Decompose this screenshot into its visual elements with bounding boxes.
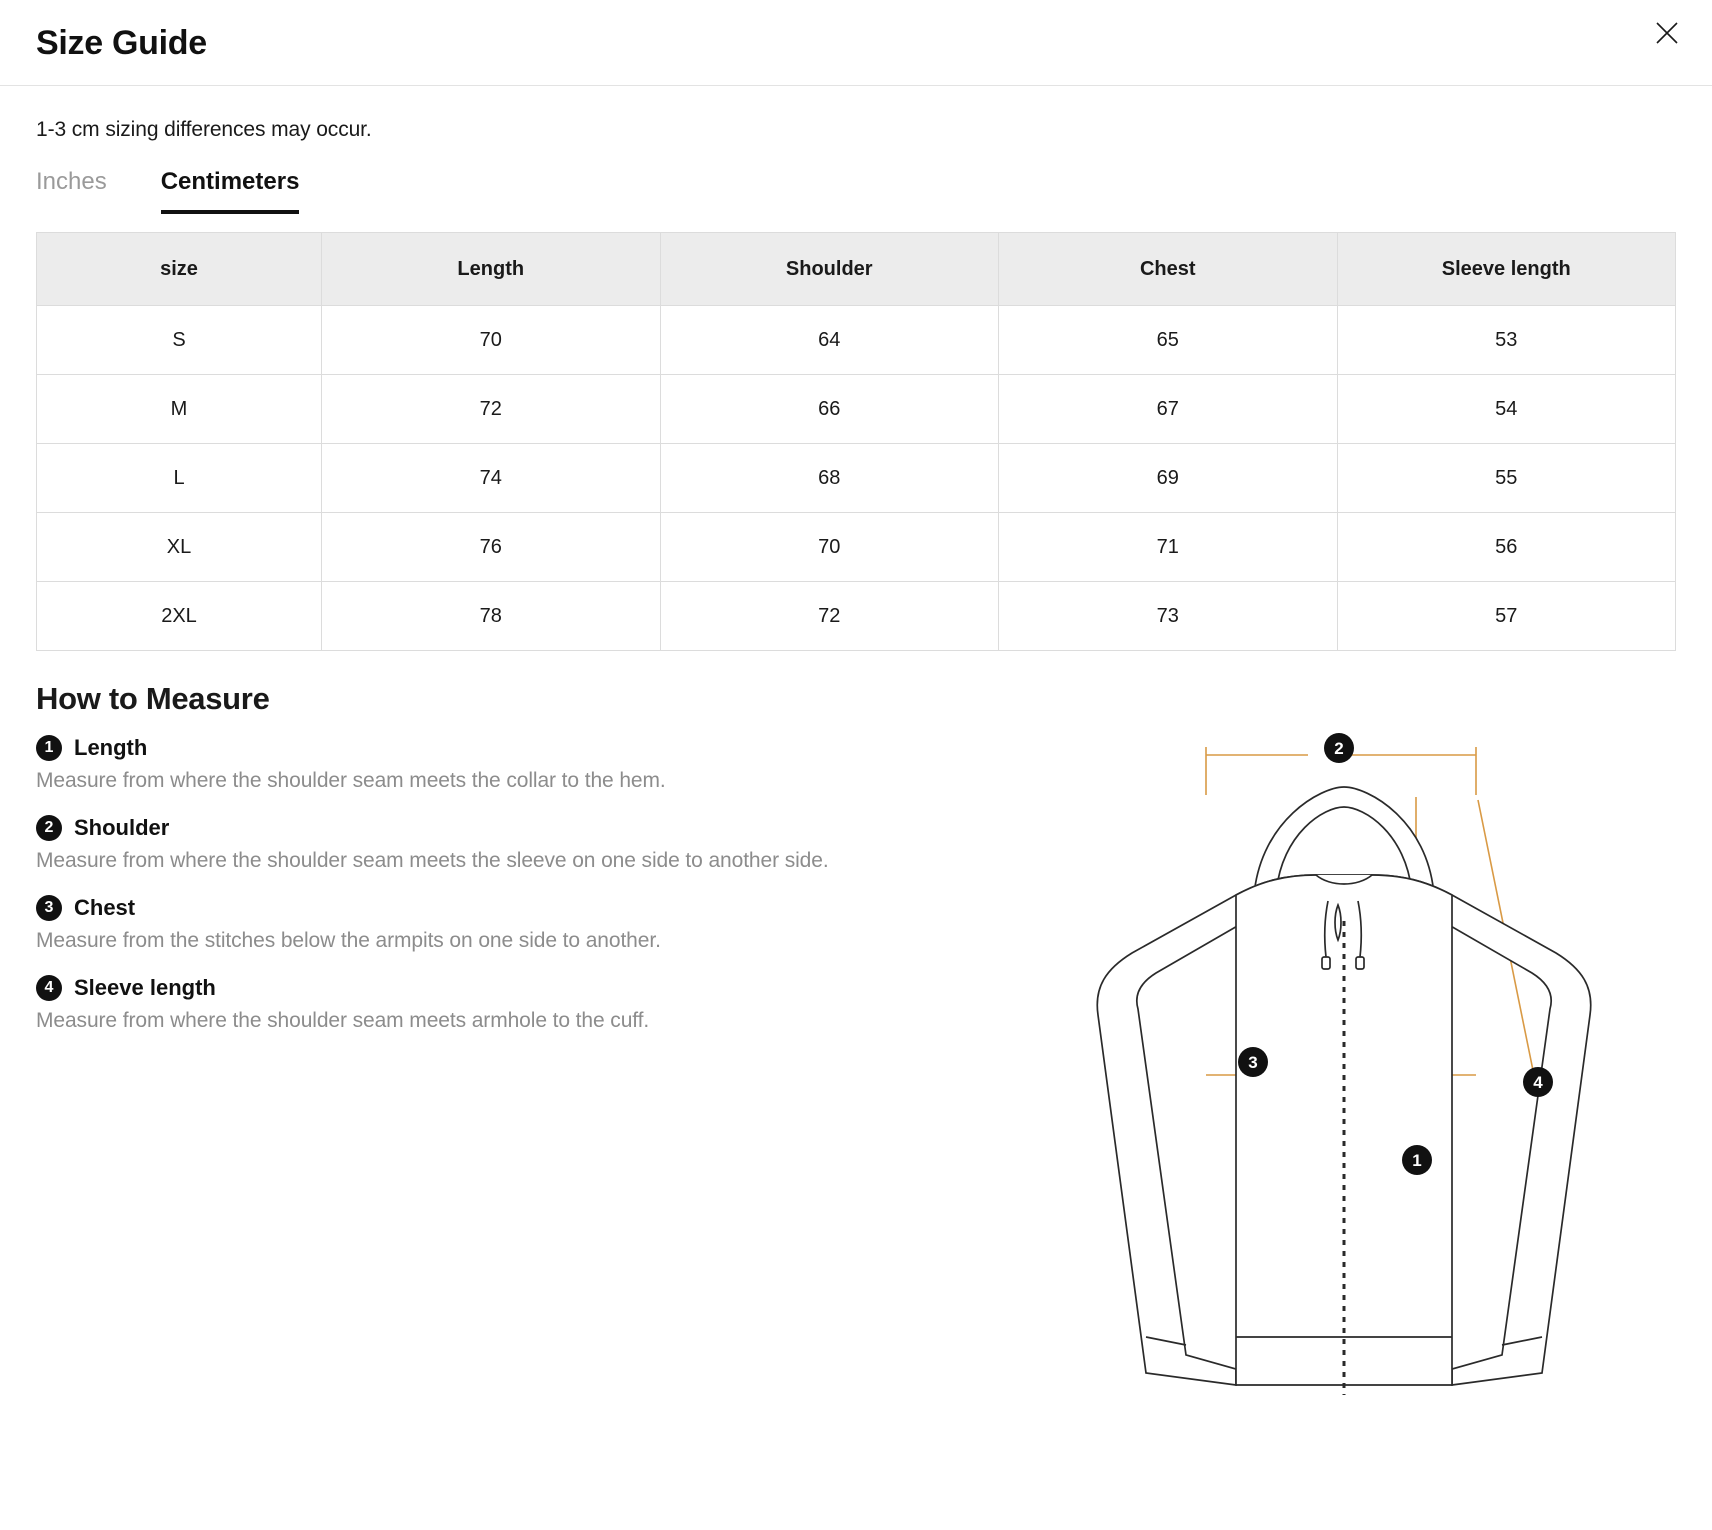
cell-length: 70: [322, 306, 661, 375]
sizing-note: 1-3 cm sizing differences may occur.: [36, 118, 372, 141]
cell-chest: 69: [999, 444, 1338, 513]
column-header-sleeve-length: Sleeve length: [1337, 233, 1676, 306]
measure-item-header: [36, 735, 1086, 761]
tab-inches[interactable]: Inches: [36, 164, 107, 214]
modal-body: [0, 118, 1712, 1425]
cell-chest: 65: [999, 306, 1338, 375]
cell-sleeve-length: 56: [1337, 513, 1676, 582]
how-to-measure-layout: [36, 735, 1676, 1425]
unit-tabs: [36, 164, 1676, 214]
cell-length: 76: [322, 513, 661, 582]
measure-instructions-list: [36, 735, 1086, 1055]
measure-item-header: [36, 895, 1086, 921]
cell-length: 72: [322, 375, 661, 444]
step-number-badge: 4: [36, 975, 62, 1001]
table-body: [37, 306, 1676, 651]
diagram-badge-shoulder: 2: [1324, 733, 1354, 763]
hoodie-measurement-diagram: [1086, 725, 1706, 1425]
page-title: Size Guide: [36, 24, 207, 62]
modal-header: [0, 0, 1712, 85]
close-icon[interactable]: [1648, 14, 1686, 52]
list-item: [36, 815, 1086, 873]
measure-item-label: Sleeve length: [74, 975, 216, 1000]
measure-item-header: [36, 975, 1086, 1001]
table-row: [37, 306, 1676, 375]
size-chart-table: [36, 232, 1676, 651]
cell-shoulder: 72: [660, 582, 999, 651]
column-header-size: size: [37, 233, 322, 306]
cell-shoulder: 68: [660, 444, 999, 513]
measure-item-header: [36, 815, 1086, 841]
diagram-badge-sleeve: 4: [1523, 1067, 1553, 1097]
table-row: [37, 375, 1676, 444]
measure-item-description: Measure from where the shoulder seam meets the collar to the hem.: [36, 769, 666, 792]
measure-item-description: Measure from the stitches below the armpits on one side to another.: [36, 929, 661, 952]
list-item: [36, 895, 1086, 953]
diagram-badge-chest: 3: [1238, 1047, 1268, 1077]
cell-chest: 71: [999, 513, 1338, 582]
cell-sleeve-length: 53: [1337, 306, 1676, 375]
cell-length: 74: [322, 444, 661, 513]
table-header: [37, 233, 1676, 306]
hoodie-illustration: [1086, 725, 1706, 1415]
tab-centimeters[interactable]: Centimeters: [161, 164, 300, 214]
cell-size: M: [37, 375, 322, 444]
header-divider: [0, 85, 1712, 86]
measure-item-description: Measure from where the shoulder seam meets the sleeve on one side to another side.: [36, 849, 829, 872]
column-header-length: Length: [322, 233, 661, 306]
cell-sleeve-length: 55: [1337, 444, 1676, 513]
table-row: [37, 582, 1676, 651]
table-row: [37, 444, 1676, 513]
cell-shoulder: 64: [660, 306, 999, 375]
measure-item-label: Chest: [74, 895, 136, 920]
cell-length: 78: [322, 582, 661, 651]
how-to-measure-title: How to Measure: [36, 681, 270, 716]
step-number-badge: 2: [36, 815, 62, 841]
diagram-badge-length: 1: [1402, 1145, 1432, 1175]
measure-item-label: Length: [74, 735, 148, 760]
cell-size: S: [37, 306, 322, 375]
column-header-chest: Chest: [999, 233, 1338, 306]
measure-item-description: Measure from where the shoulder seam meets armhole to the cuff.: [36, 1009, 650, 1032]
measure-item-label: Shoulder: [74, 815, 170, 840]
table-row: [37, 513, 1676, 582]
step-number-badge: 1: [36, 735, 62, 761]
list-item: [36, 735, 1086, 793]
cell-size: XL: [37, 513, 322, 582]
cell-sleeve-length: 57: [1337, 582, 1676, 651]
cell-sleeve-length: 54: [1337, 375, 1676, 444]
cell-shoulder: 70: [660, 513, 999, 582]
cell-size: 2XL: [37, 582, 322, 651]
cell-chest: 67: [999, 375, 1338, 444]
cell-chest: 73: [999, 582, 1338, 651]
cell-size: L: [37, 444, 322, 513]
step-number-badge: 3: [36, 895, 62, 921]
list-item: [36, 975, 1086, 1033]
close-glyph: [1654, 20, 1680, 46]
column-header-shoulder: Shoulder: [660, 233, 999, 306]
cell-shoulder: 66: [660, 375, 999, 444]
table-header-row: [37, 233, 1676, 306]
